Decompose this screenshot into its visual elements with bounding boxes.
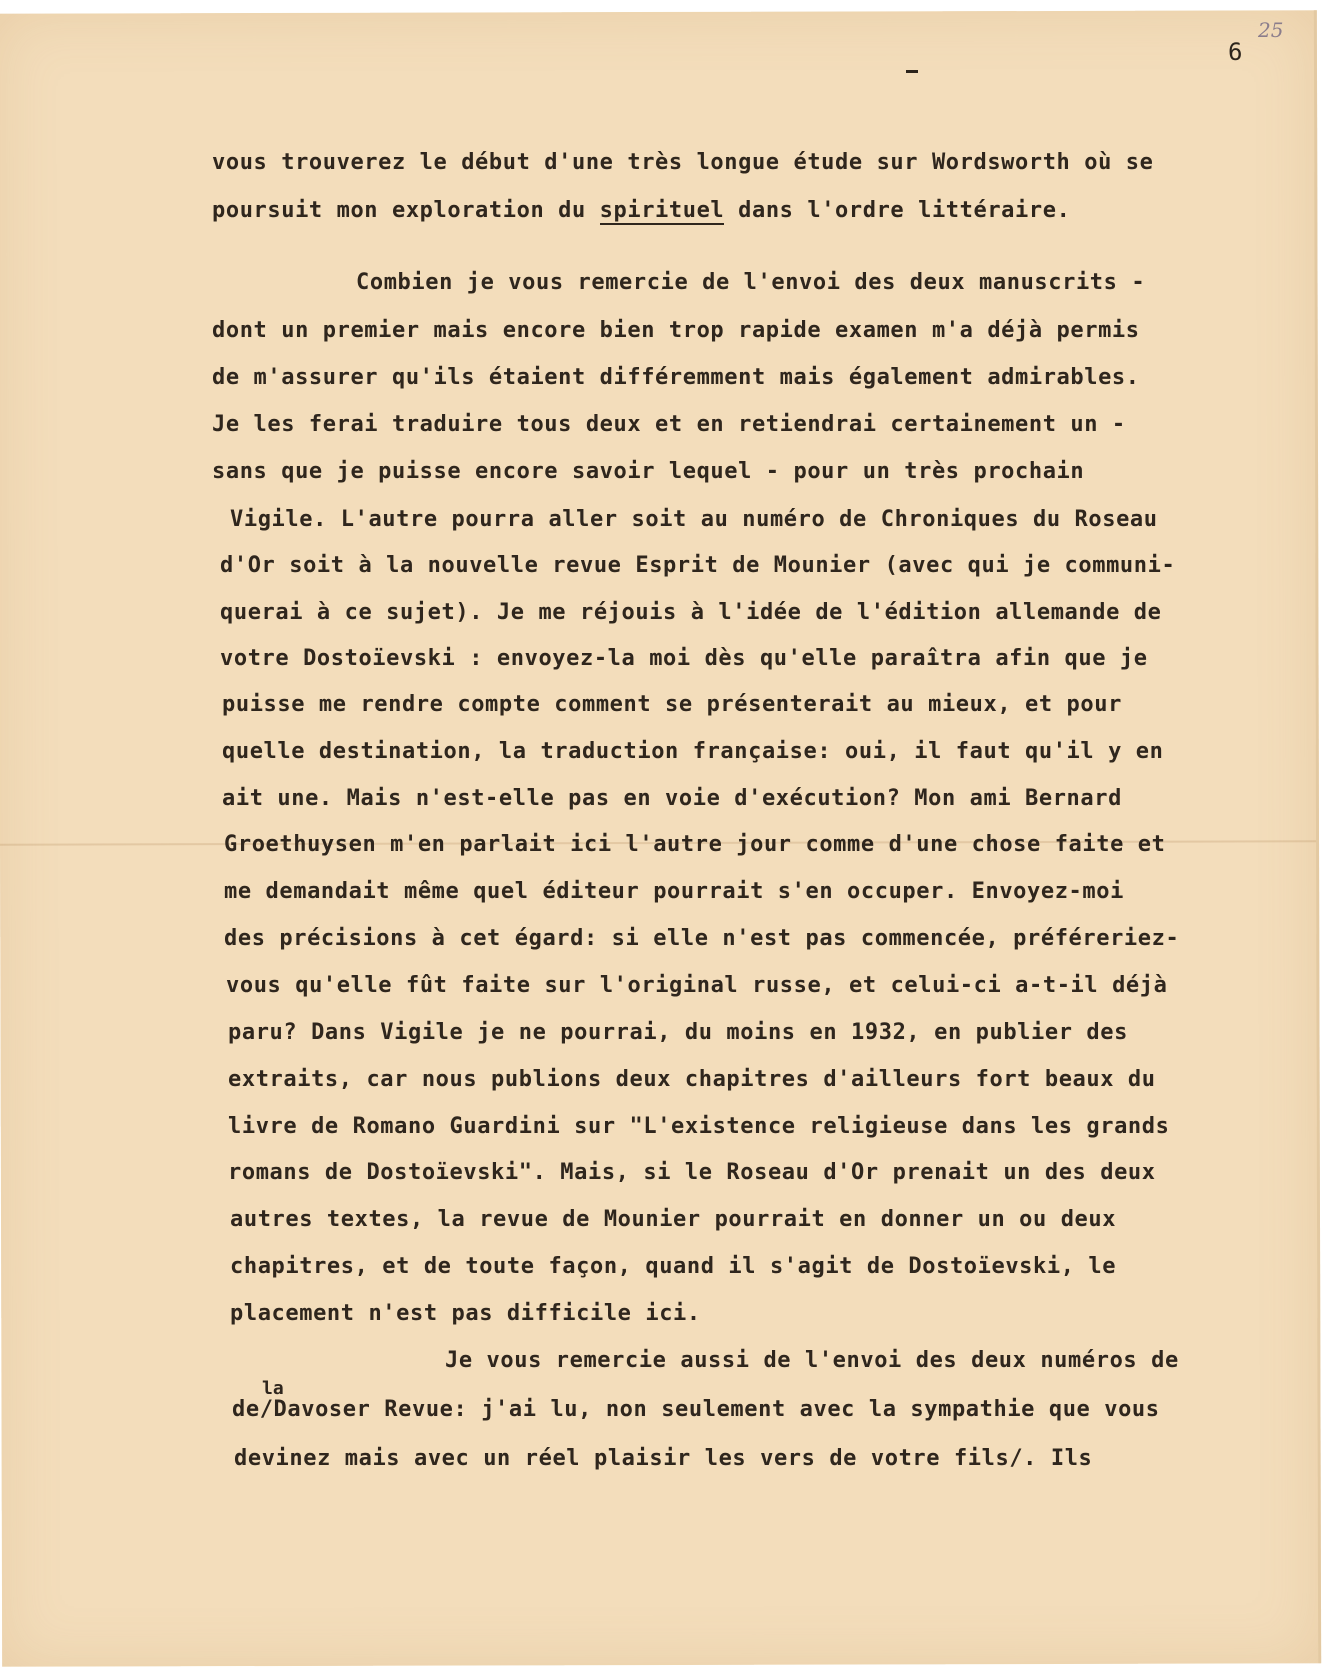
handwritten-insertion: la bbox=[262, 1378, 284, 1399]
text-line: me demandait même quel éditeur pourrait s'en occuper. Envoyez-moi bbox=[224, 879, 1124, 904]
text-line: Groethuysen m'en parlait ici l'autre jour comme d'une chose faite et bbox=[224, 832, 1166, 857]
text-line: votre Dostoïevski : envoyez-la moi dès qu'elle paraîtra afin que je bbox=[220, 646, 1148, 671]
text-line: des précisions à cet égard: si elle n'est pas commencée, préféreriez- bbox=[224, 926, 1180, 951]
header-dash-mark bbox=[906, 70, 918, 73]
text-line: devinez mais avec un réel plaisir les vers de votre fils/. Ils bbox=[234, 1446, 1093, 1471]
text-line: de m'assurer qu'ils étaient différemment mais également admirables. bbox=[212, 365, 1140, 390]
text-line: romans de Dostoïevski". Mais, si le Roseau d'Or prenait un des deux bbox=[228, 1160, 1156, 1185]
text-line: Vigile. L'autre pourra aller soit au numéro de Chroniques du Roseau bbox=[230, 507, 1158, 532]
text-line: placement n'est pas difficile ici. bbox=[230, 1301, 701, 1326]
text-line: poursuit mon exploration du spirituel dans l'ordre littéraire. bbox=[212, 198, 1071, 223]
text-line: autres textes, la revue de Mounier pourrait en donner un ou deux bbox=[230, 1207, 1117, 1232]
text-line: vous trouverez le début d'une très longue étude sur Wordsworth où se bbox=[212, 150, 1154, 175]
text-line: Je vous remercie aussi de l'envoi des deux numéros de bbox=[445, 1348, 1179, 1373]
text-line: Combien je vous remercie de l'envoi des deux manuscrits - bbox=[356, 270, 1146, 295]
text-line: de/Davoser Revue: j'ai lu, non seulement avec la sympathie que vous bbox=[232, 1397, 1160, 1422]
archive-number: 25 bbox=[1258, 18, 1284, 42]
text-line: querai à ce sujet). Je me réjouis à l'idée de l'édition allemande de bbox=[220, 600, 1162, 625]
text-line: sans que je puisse encore savoir lequel - pour un très prochain bbox=[212, 459, 1085, 484]
text-line: ait une. Mais n'est-elle pas en voie d'exécution? Mon ami Bernard bbox=[222, 786, 1122, 811]
text-line: d'Or soit à la nouvelle revue Esprit de Mounier (avec qui je communi- bbox=[220, 553, 1176, 578]
page-number: 6 bbox=[1228, 38, 1243, 66]
text-line: vous qu'elle fût faite sur l'original russe, et celui-ci a-t-il déjà bbox=[226, 973, 1168, 998]
text-line: extraits, car nous publions deux chapitres d'ailleurs fort beaux du bbox=[228, 1067, 1156, 1092]
text-line: dont un premier mais encore bien trop rapide examen m'a déjà permis bbox=[212, 318, 1140, 343]
text-line: puisse me rendre compte comment se présenterait au mieux, et pour bbox=[222, 692, 1122, 717]
text-line: Je les ferai traduire tous deux et en retiendrai certainement un - bbox=[212, 412, 1126, 437]
underlined-word: spirituel bbox=[599, 198, 725, 223]
text-line: chapitres, et de toute façon, quand il s'agit de Dostoïevski, le bbox=[230, 1254, 1117, 1279]
text-line: livre de Romano Guardini sur "L'existence religieuse dans les grands bbox=[228, 1114, 1170, 1139]
text-line: paru? Dans Vigile je ne pourrai, du moins en 1932, en publier des bbox=[228, 1020, 1128, 1045]
text-line: quelle destination, la traduction française: oui, il faut qu'il y en bbox=[222, 739, 1164, 764]
